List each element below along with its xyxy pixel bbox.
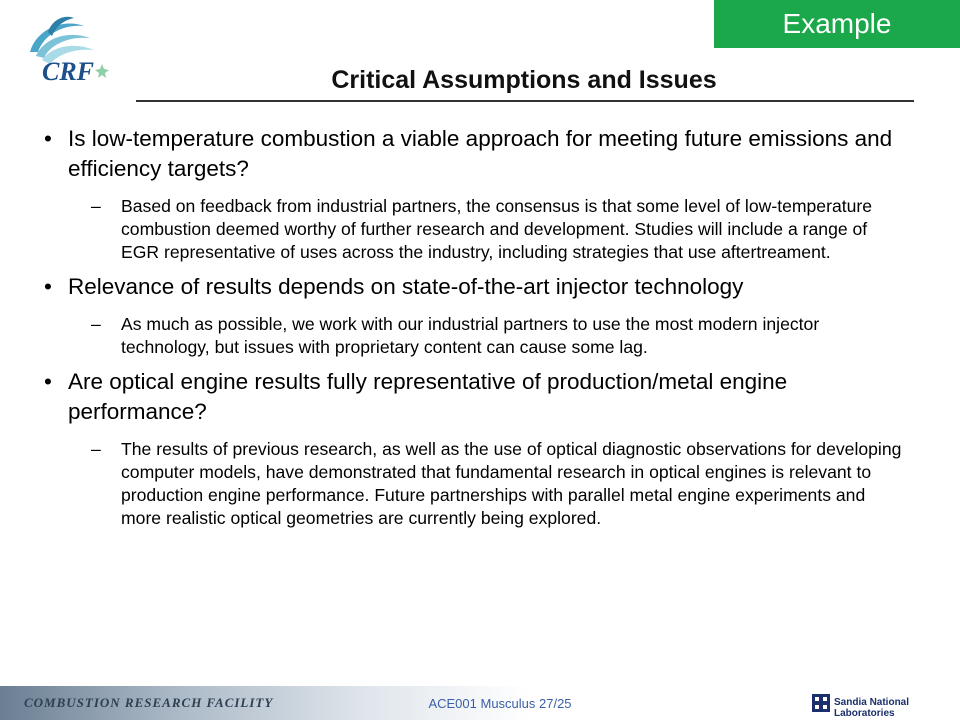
sub-bullet-item [44,195,904,264]
bullet-marker: • [44,369,52,394]
slide-footer [0,686,960,720]
sub-bullet-item [44,313,904,359]
svg-text:CRF: CRF [41,57,95,86]
sub-bullet-marker: – [91,314,101,334]
bullet-text: Are optical engine results fully representative of production/metal engine performance? [68,369,788,424]
footer-facility-name: COMBUSTION RESEARCH FACILITY [24,695,274,710]
bullet-item [44,367,904,427]
sub-bullet-text: The results of previous research, as well as the use of optical diagnostic observations for developing computer models, have demonstrated that fundamental research in optical engines is relevant to production engine performance. Future partnerships with parallel metal engine experiments and more realistic optical geometries are currently being explored. [121,439,902,528]
sub-bullet-item [44,438,904,530]
bullet-marker: • [44,126,52,151]
bullet-text: Relevance of results depends on state-of-the-art injector technology [68,274,744,299]
sub-bullet-text: Based on feedback from industrial partners, the consensus is that some level of low-temperature combustion deemed worthy of further research and development. Studies will include a range of EGR representative of uses across the industry, including strategies that use aftertreament. [121,196,873,262]
example-badge: Example [714,0,960,48]
footer-lab-name: Sandia National Laboratories [834,697,910,719]
sandia-logo-icon [812,694,830,712]
footer-slide-id: ACE001 Musculus 27/25 [428,696,572,711]
sub-bullet-marker: – [91,196,101,216]
bullet-list [44,124,904,530]
bullet-item [44,124,904,184]
sub-bullet-text: As much as possible, we work with our industrial partners to use the most modern injector technology, but issues with proprietary content can cause some lag. [121,314,820,357]
bullet-marker: • [44,274,52,299]
crf-logo-icon [18,12,118,94]
bullet-item [44,272,904,302]
crf-logo [18,12,118,94]
sub-bullet-marker: – [91,439,101,459]
slide-title: Critical Assumptions and Issues [331,66,717,94]
title-divider [136,100,914,102]
bullet-text: Is low-temperature combustion a viable approach for meeting future emissions and efficiency targets? [68,126,893,181]
